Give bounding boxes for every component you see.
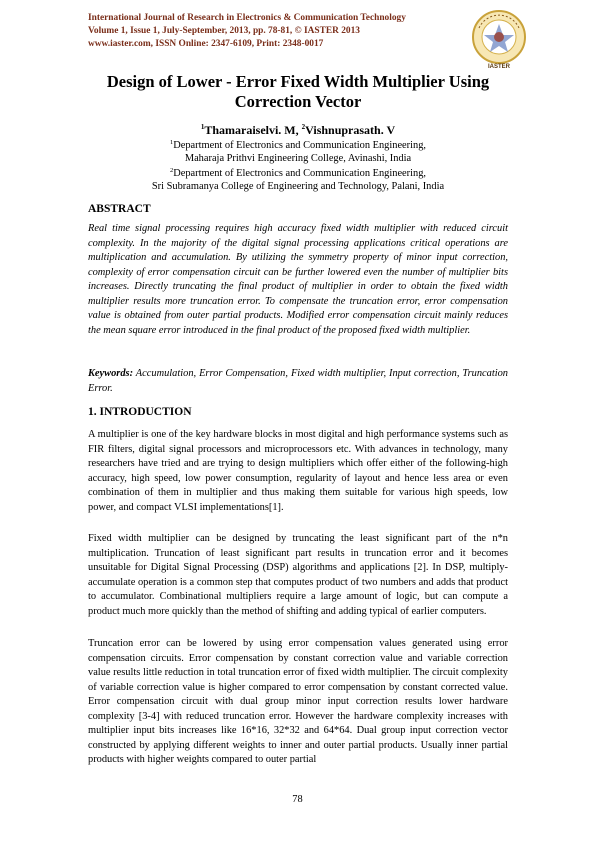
keywords-list: Accumulation, Error Compensation, Fixed width multiplier, Input correction, Truncation Error. <box>88 368 508 394</box>
page-number: 78 <box>292 794 303 805</box>
affiliation-1-marker: 1 <box>169 139 174 146</box>
affiliation-1-institution: Maharaja Prithvi Engineering College, Avinashi, India <box>184 152 412 164</box>
affiliation-2-marker: 2 <box>169 167 174 175</box>
intro-paragraph-2: Fixed width multiplier can be designed by truncating the least significant part of the n*n multiplication. Truncation of least significant part results in truncation error and it becomes unsuitable for Digital Signal Processing (DSP) algorithms and applications [2]. In DSP, multiply-accumulate operation is a common step that computes product of two numbers and adds that product to accumulator. Combinational multipliers require a large amount of logic, but can compute a product much more quickly than the method of shifting and adding typical of earlier computers. <box>88 533 508 617</box>
journal-volume-info: Volume 1, Issue 1, July-September, 2013, pp. 78-81, © IASTER 2013 <box>88 26 360 36</box>
author-1-name: Thamaraiselvi. M, <box>204 123 302 137</box>
title-line-2: Correction Vector <box>234 92 362 111</box>
journal-header <box>88 12 468 51</box>
abstract-heading: ABSTRACT <box>88 203 151 215</box>
affiliations <box>60 137 536 193</box>
affiliation-2-institution: Sri Subramanya College of Engineering and Technology, Palani, India <box>151 180 445 192</box>
author-1-marker: 1 <box>200 123 205 131</box>
intro-paragraph-3: Truncation error can be lowered by using error compensation values generated using error compensation circuits. Error compensation by constant correction value and variable correction value results little reduction in total truncation error of fixed width multiplier. The circuit complexity of variable correction value is higher compared to error compensation by constant corrected value. Error compensation circuit with dual group minor input correction results lower hardware complexity [3-4] with reduced truncation error. However the hardware complexity increases with multiplier input bits increases like 16*16, 32*32 and 64*64. Dual group input correction vector constructed by applying different weights to inner and outer partial products. Usually inner partial products with higher weights compared to outer partial <box>88 638 508 765</box>
author-2-name: Vishnuprasath. V <box>305 123 396 137</box>
section-introduction-heading: 1. INTRODUCTION <box>88 406 192 418</box>
affiliation-2-dept: $^2$Department of Electronics and Communication Engineering, <box>169 167 426 180</box>
keywords <box>88 367 508 396</box>
svg-text:IASTER: IASTER <box>487 64 511 70</box>
iaster-logo <box>470 8 528 70</box>
journal-issn-info: www.iaster.com, ISSN Online: 2347-6109, Print: 2348-0017 <box>88 39 324 49</box>
paper-title <box>60 72 536 112</box>
author-list <box>60 120 536 137</box>
author-2-marker: 2 <box>301 123 306 131</box>
journal-name: International Journal of Research in Electronics & Communication Technology <box>88 13 406 23</box>
intro-paragraph-1: A multiplier is one of the key hardware blocks in most digital and high performance systems such as FIR filters, digital signal processors and microprocessors etc. With advances in technology, many researchers have tried and are trying to design multipliers which offer either of the following-high accuracy, high speed, low power consumption, regularity of layout and hence less area or even combination of them in multiplier and thus making them suitable for various high speeds, low power, and compact VLSI implementations[1]. <box>88 429 508 513</box>
title-line-1: Design of Lower - Error Fixed Width Multiplier Using <box>106 72 490 91</box>
abstract-body: Real time signal processing requires high accuracy fixed width multiplier with reduced circuit complexity. In the majority of the digital signal processing applications critical operations are multiplication and accumulation. By utilizing the symmetry property of minor input correction, complexity of error compensation circuit can be further lowered even the number of multiplier bits increases. Directly truncating the final product of multiplier in order to obtain the fixed width multiplier results more truncation error. To compensate the truncation error, error compensation value is obtained from outer partial products. Modified error compensation circuit mainly reduces the mean square error introduced in the final product of the proposed fixed width multiplier. <box>88 223 508 336</box>
keywords-label: Keywords: <box>88 368 134 379</box>
affiliation-1-dept: $^1$Department of Electronics and Communication Engineering, <box>169 139 426 151</box>
